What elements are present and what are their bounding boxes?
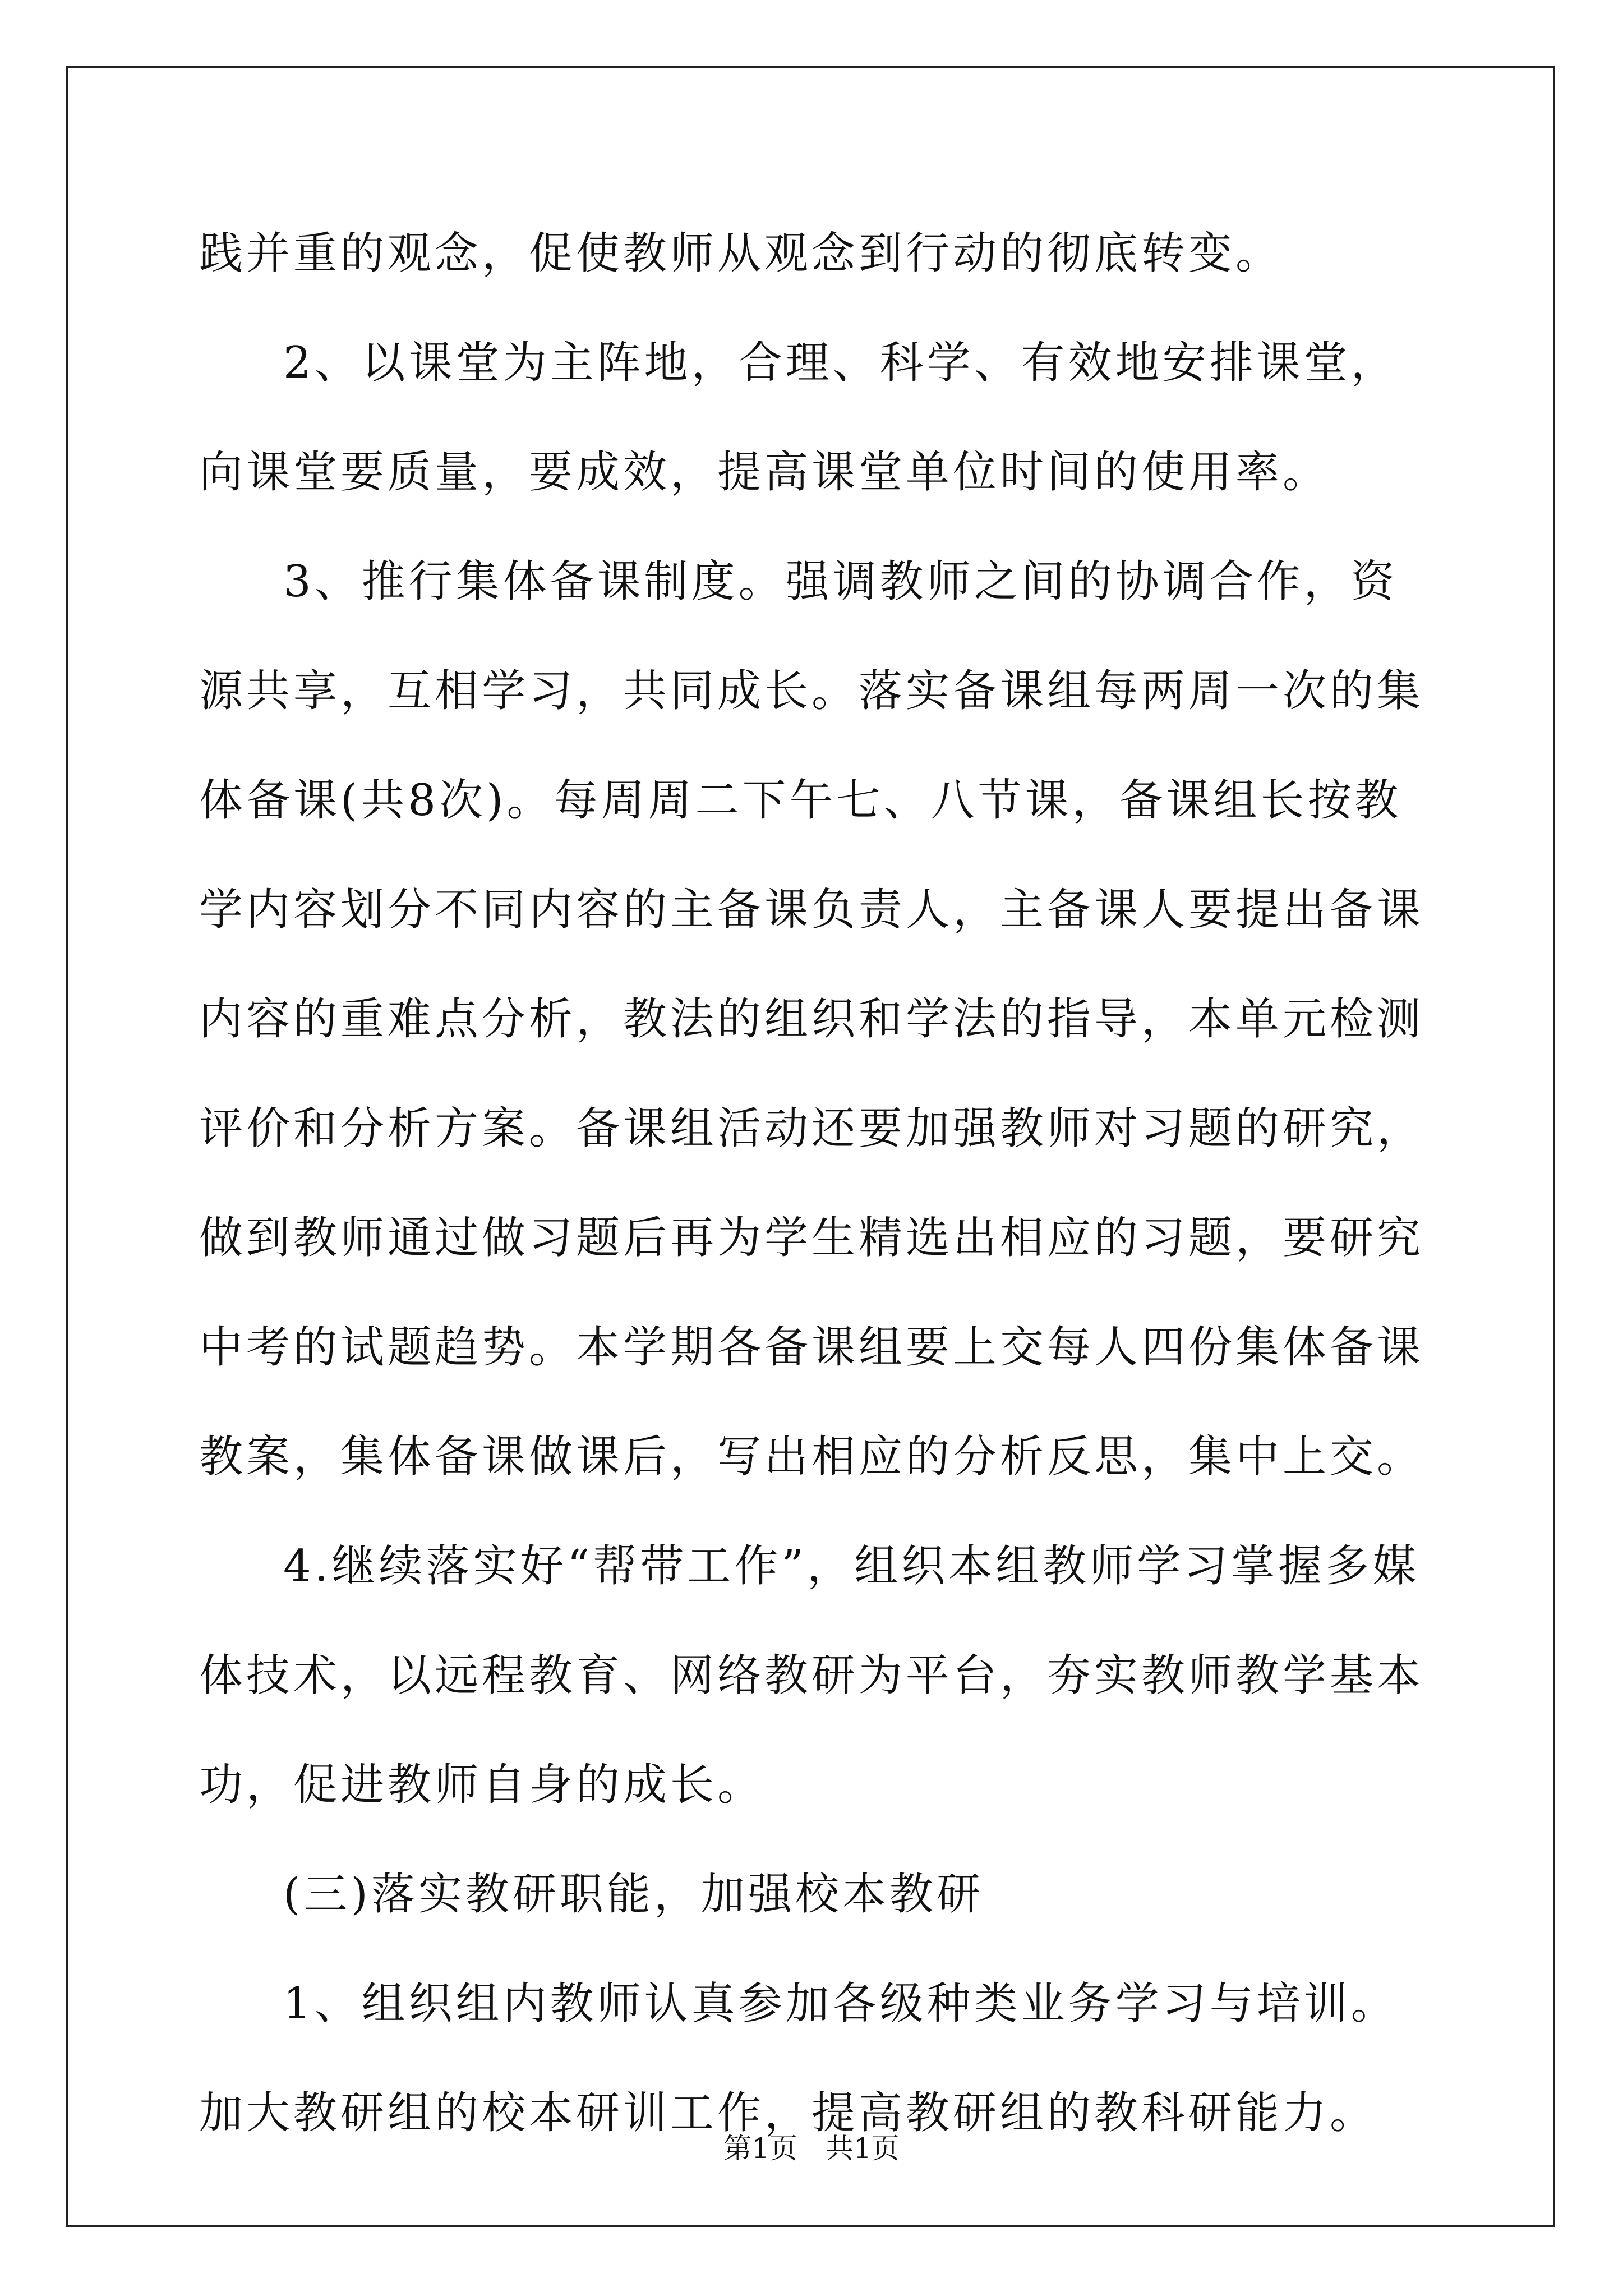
paragraph-2: 2、以课堂为主阵地，合理、科学、有效地安排课堂，向课堂要质量，要成效，提高课堂单位时间的使用率。 <box>199 338 1398 498</box>
paragraph-3: 3、推行集体备课制度。强调教师之间的协调合作，资源共享，互相学习，共同成长。落实备课组每两周一次的集体备课(共8次)。每周周二下午七、八节课，备课组长按教学内容划分不同内容的主备课负责人，主备课人要提出备课内容的重难点分析，教法的组织和学法的指导，本单元检测评价和分析方案。备课组活动还要加强教师对习题的研究，做到教师通过做习题后再为学生精选出相应的习题，要研究中考的试题趋势。本学期各备课组要上交每人四份集体备课教案，集体备课做课后，写出相应的分析反思，集中上交。 <box>199 556 1424 1482</box>
page-number: 第1页 <box>723 2132 797 2165</box>
document-body <box>199 199 1433 2168</box>
paragraph-5: 1、组织组内教师认真参加各级种类业务学习与培训。加大教研组的校本研训工作，提高教研组的教科研能力。 <box>199 1978 1398 2138</box>
page-footer <box>0 2132 1623 2165</box>
section-heading: (三)落实教研职能，加强校本教研 <box>283 1869 984 1920</box>
paragraph-4: 4.继续落实好“帮带工作”，组织本组教师学习掌握多媒体技术，以远程教育、网络教研为平台，夯实教师教学基本功，促进教师自身的成长。 <box>199 1541 1424 1810</box>
paragraph-1: 践并重的观念，促使教师从观念到行动的彻底转变。 <box>199 228 1283 279</box>
page-total: 共1页 <box>826 2132 900 2165</box>
